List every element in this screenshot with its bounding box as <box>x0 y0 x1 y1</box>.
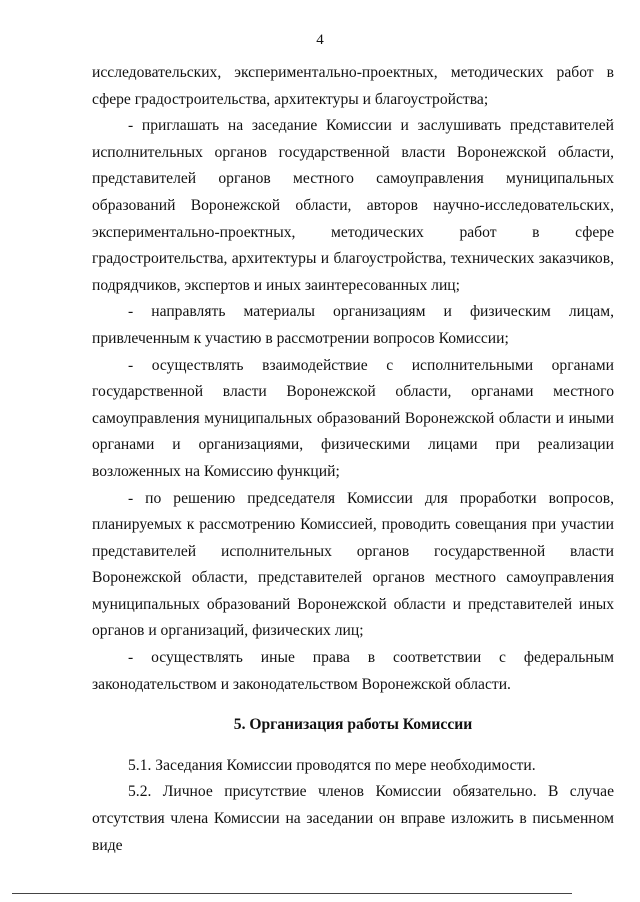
paragraph-group-after <box>92 753 614 859</box>
bottom-divider <box>12 893 572 894</box>
section-heading: 5. Организация работы Комиссии <box>233 716 473 734</box>
paragraph: - приглашать на заседание Комиссии и заслушивать представителей исполнительных органов государственной власти Воронежской области, представителей органов местного самоуправления муниципальных образований Воронежской области, авторов научно-исследовательских, экспериментально-проектных, методических работ в сфере градостроительства, архитектуры и благоустройства, технических заказчиков, подрядчиков, экспертов и иных заинтересованных лиц; <box>92 117 614 294</box>
paragraph: - осуществлять иные права в соответствии с федеральным законодательством и законодательством Воронежской области. <box>92 649 614 693</box>
document-body <box>92 60 614 859</box>
paragraph: 5.2. Личное присутствие членов Комиссии обязательно. В случае отсутствия члена Комиссии на заседании он вправе изложить в письменном виде <box>92 783 614 854</box>
paragraph: 5.1. Заседания Комиссии проводятся по мере необходимости. <box>128 756 536 774</box>
paragraph: - осуществлять взаимодействие с исполнительными органами государственной власти Воронежской области, органами местного самоуправления муниципальных образований Воронежской области и иными органами и организациями, физическими лицами при реализации возложенных на Комиссию функций; <box>92 356 614 480</box>
paragraph-group-before <box>92 60 614 698</box>
page-number: 4 <box>316 32 324 48</box>
paragraph: исследовательских, экспериментально-проектных, методических работ в сфере градостроительства, архитектуры и благоустройства; <box>92 64 614 108</box>
paragraph: - направлять материалы организациям и физическим лицам, привлеченным к участию в рассмотрении вопросов Комиссии; <box>92 303 614 347</box>
paragraph: - по решению председателя Комиссии для проработки вопросов, планируемых к рассмотрению Комиссией, проводить совещания при участии представителей исполнительных органов государственной власти Воронежской области, представителей органов местного самоуправления муниципальных образований Воронежской области и представителей иных органов и организаций, физических лиц; <box>92 489 614 640</box>
